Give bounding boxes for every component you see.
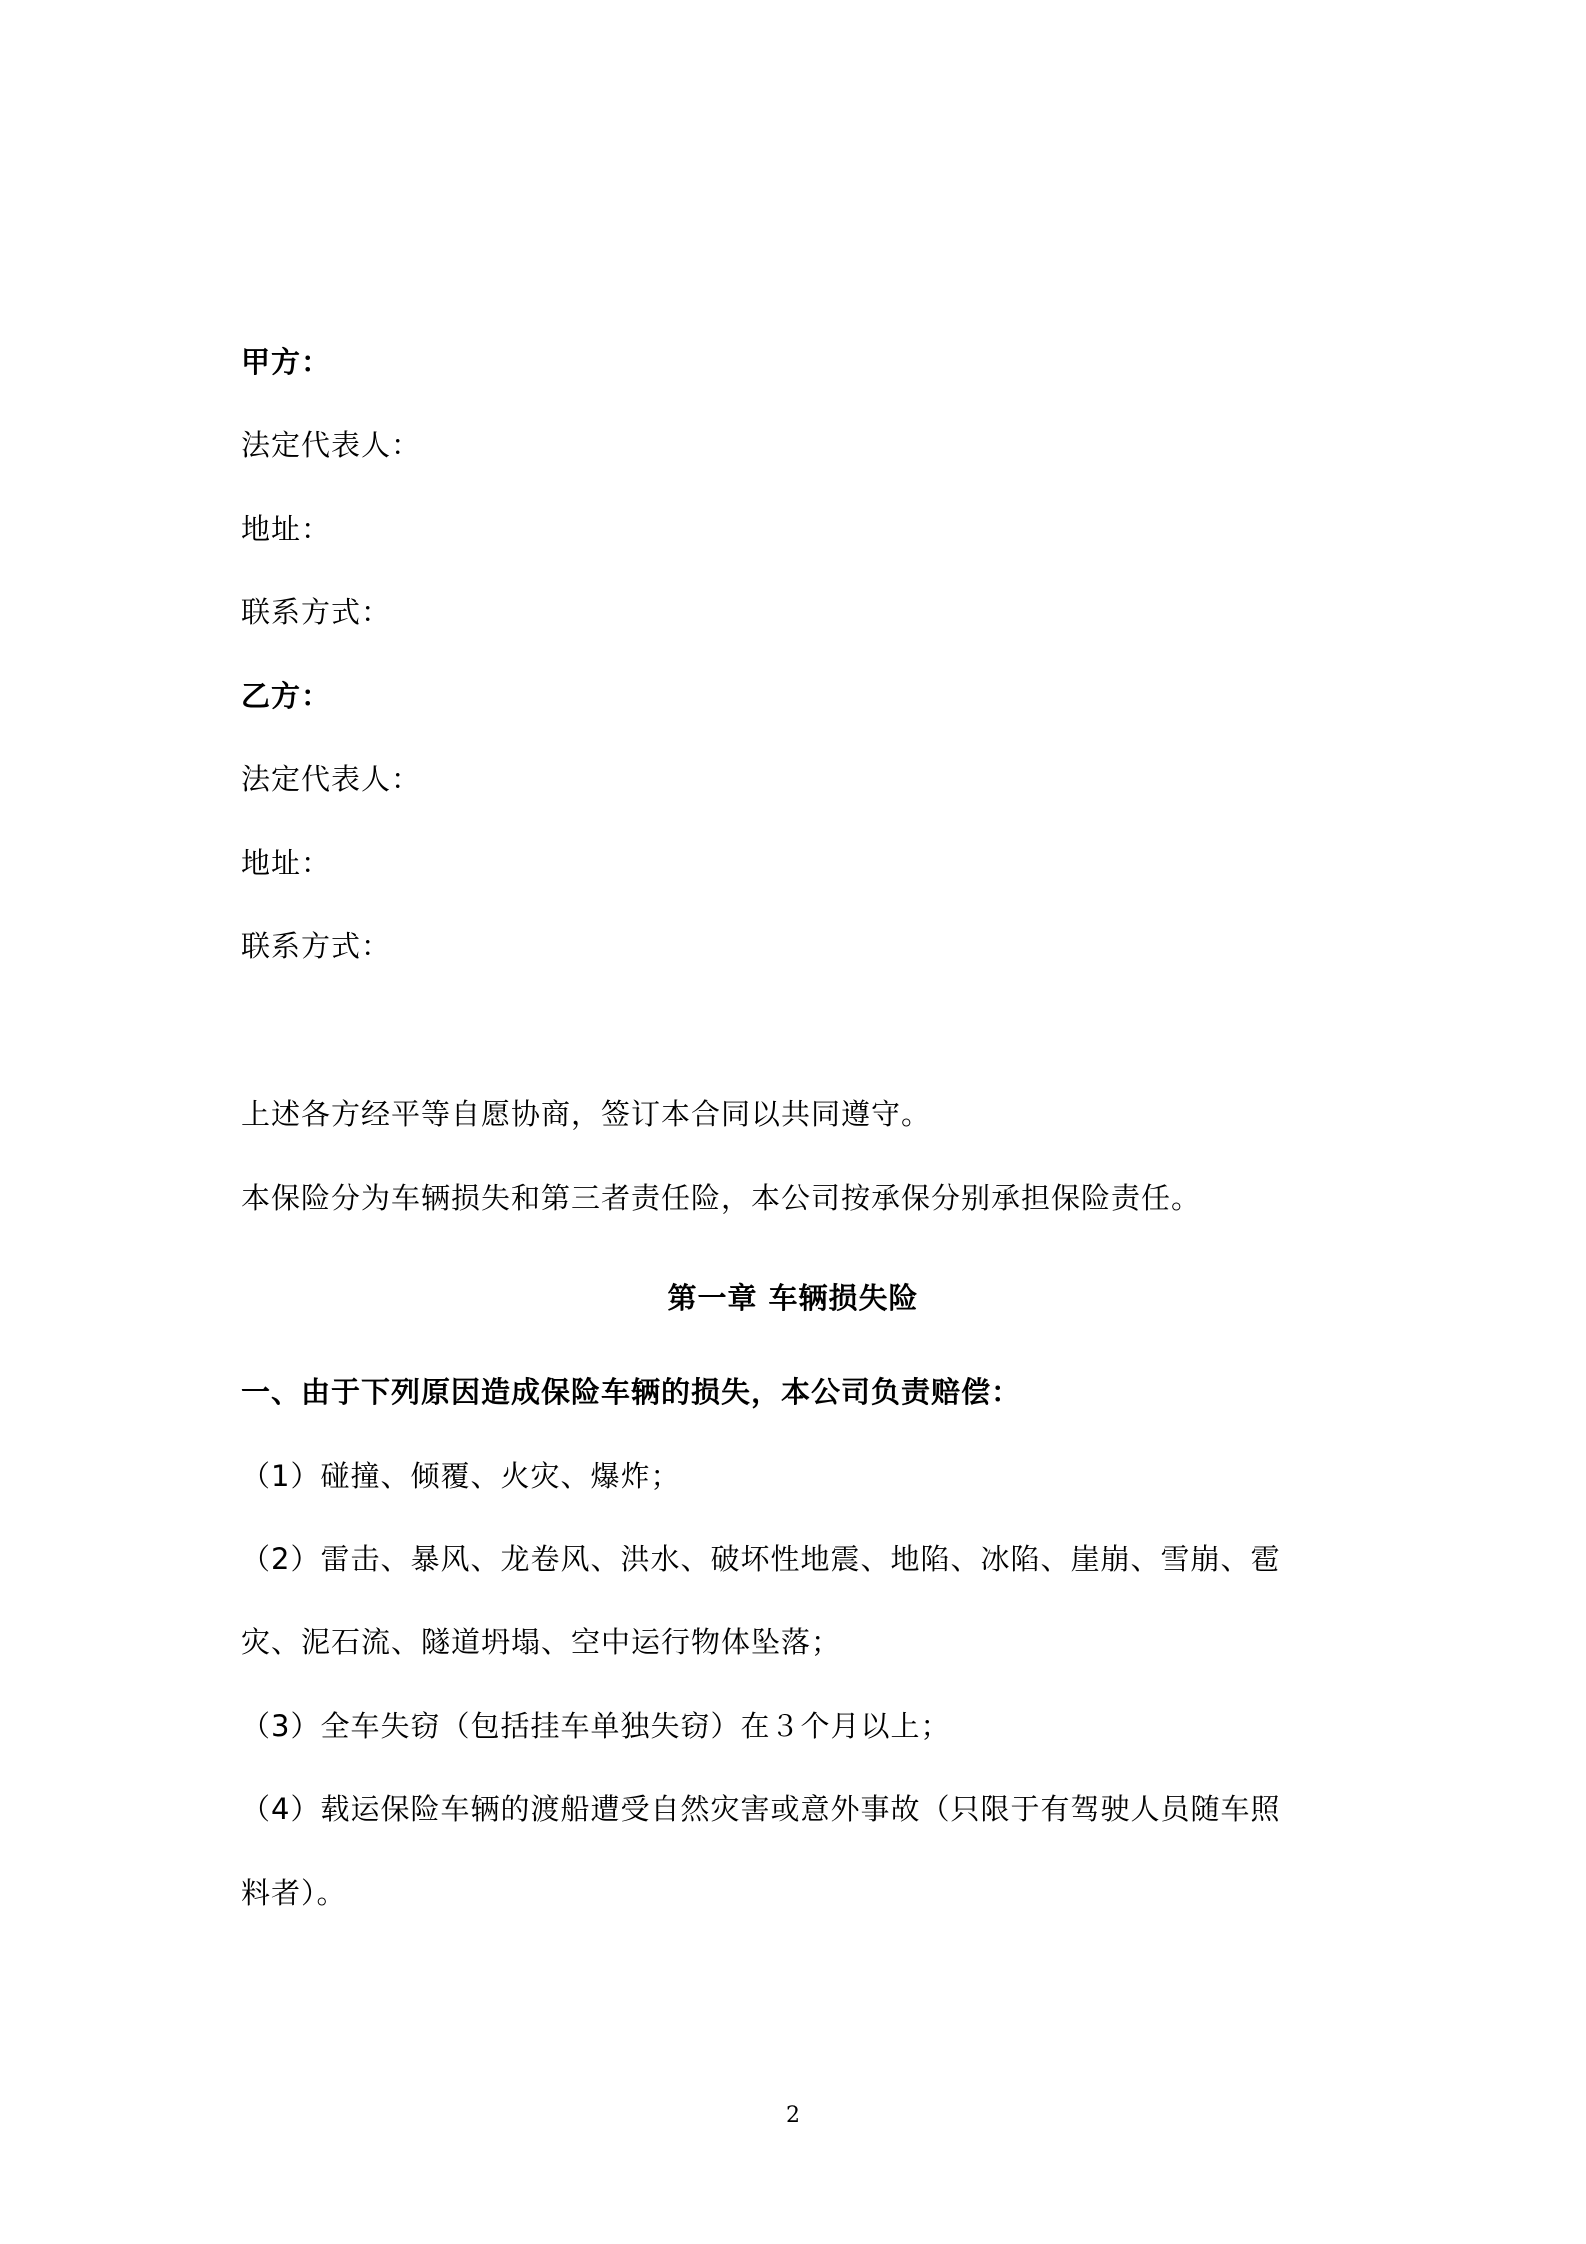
party-a-heading: 甲方：: [241, 345, 332, 379]
clause-3: （3）全车失窃（包括挂车单独失窃）在３个月以上；: [241, 1709, 951, 1743]
clause-4-line-1: （4）载运保险车辆的渡船遭受自然灾害或意外事故（只限于有驾驶人员随车照: [241, 1792, 1281, 1826]
intro-paragraph-1: 上述各方经平等自愿协商，签订本合同以共同遵守。: [241, 1097, 932, 1131]
party-a-address: 地址：: [241, 512, 332, 546]
clause-2-line-2: 灾、泥石流、隧道坍塌、空中运行物体坠落；: [241, 1625, 842, 1659]
party-a-legal-rep: 法定代表人：: [241, 428, 422, 462]
clause-4-line-2: 料者）。: [241, 1876, 347, 1910]
clause-2-line-1: （2）雷击、暴风、龙卷风、洪水、破坏性地震、地陷、冰陷、崖崩、雪崩、雹: [241, 1542, 1281, 1576]
section-heading: 一、由于下列原因造成保险车辆的损失，本公司负责赔偿：: [241, 1375, 1022, 1409]
intro-paragraph-2: 本保险分为车辆损失和第三者责任险，本公司按承保分别承担保险责任。: [241, 1181, 1202, 1215]
chapter-title: 第一章 车辆损失险: [667, 1281, 919, 1315]
party-b-legal-rep: 法定代表人：: [241, 762, 422, 796]
clause-1: （1）碰撞、倾覆、火灾、爆炸；: [241, 1459, 681, 1493]
page-number: 2: [786, 2103, 800, 2128]
party-b-heading: 乙方：: [241, 679, 332, 713]
party-a-contact: 联系方式：: [241, 595, 392, 629]
party-b-address: 地址：: [241, 846, 332, 880]
party-b-contact: 联系方式：: [241, 929, 392, 963]
